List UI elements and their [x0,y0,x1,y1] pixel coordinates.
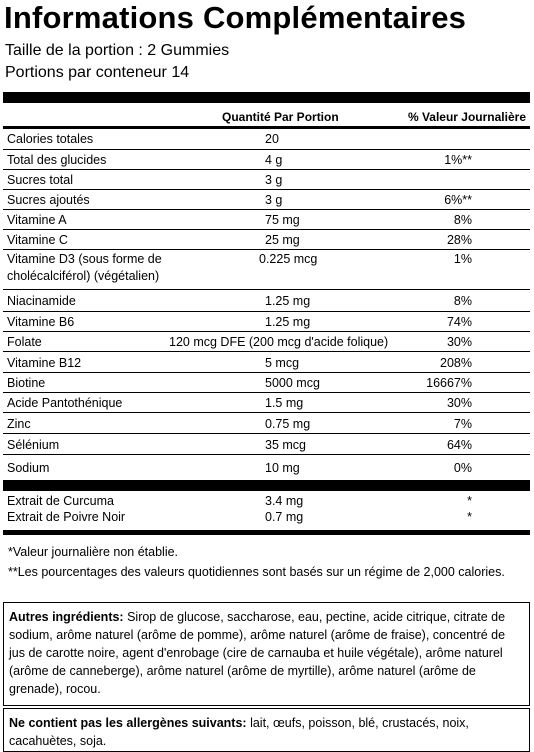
nutrient-daily-value: 8% [453,294,472,308]
panel-title: Informations Complémentaires [4,0,467,35]
nutrient-daily-value: 1%** [444,153,472,167]
nutrient-row [3,351,530,373]
thick-divider-top [3,92,530,103]
other-ingredients-box [3,602,530,706]
serving-size: Taille de la portion : 2 Gummies [5,42,230,59]
nutrient-row [3,209,530,230]
nutrient-daily-value: 1% [453,252,472,266]
nutrient-daily-value: 28% [446,233,472,247]
nutrient-amount: 35 mcg [265,438,306,452]
nutrient-amount: 4 g [265,153,283,167]
thick-divider-mid [3,480,530,491]
nutrient-name: Vitamine D3 (sous forme de [7,252,162,266]
extract-row [3,493,530,509]
nutrient-name: Vitamine B6 [7,315,75,329]
nutrient-amount: 10 mg [265,461,300,475]
extract-name: Extrait de Poivre Noir [7,510,126,524]
nutrient-daily-value: 30% [446,396,472,410]
nutrient-row [3,229,530,250]
nutrient-row [3,311,530,332]
nutrient-name: Vitamine B12 [7,356,82,370]
nutrient-name: Niacinamide [7,294,76,308]
allergens-list: lait, œufs, poisson, blé, crustacés, noix, cacahuètes, soja. [9,716,469,748]
nutrient-row [3,372,530,393]
nutrient-row [3,289,530,312]
nutrient-amount: 20 [265,132,279,146]
nutrient-daily-value: 7% [453,417,472,431]
nutrient-row [3,249,530,290]
nutrient-row [3,392,530,413]
nutrient-name: Acide Pantothénique [7,396,123,410]
nutrient-name-line2: cholécalciférol) (végétalien) [7,269,160,283]
thick-divider-bottom [3,530,530,535]
footnote-not-established: *Valeur journalière non établie. [8,545,179,559]
nutrient-row [3,189,530,210]
nutrient-daily-value: 6%** [444,193,472,207]
nutrient-amount: 3 g [265,193,283,207]
nutrient-daily-value: 16667% [426,376,472,390]
nutrient-name: Sucres total [7,173,74,187]
nutrient-name: Zinc [7,417,31,431]
nutrient-daily-value: 208% [440,356,472,370]
nutrient-name: Sélénium [7,438,60,452]
nutrient-amount: 1.25 mg [265,294,311,308]
other-ingredients-label: Autres ingrédients: [9,610,124,624]
nutrient-amount: 0.225 mcg [259,252,318,266]
nutrient-daily-value: 64% [446,438,472,452]
header-daily-value: % Valeur Journalière [407,110,526,124]
nutrient-name: Sodium [7,461,50,475]
nutrient-amount: 75 mg [265,213,300,227]
allergens-box [3,708,530,752]
other-ingredients-text [9,608,524,698]
nutrient-row [3,331,530,352]
nutrient-daily-value: 8% [453,213,472,227]
footnote-daily-values: **Les pourcentages des valeurs quotidiennes sont basés sur un régime de 2,000 calories. [8,565,505,579]
nutrient-daily-value: 74% [446,315,472,329]
nutrient-daily-value: 0% [453,461,472,475]
nutrient-amount: 120 mcg DFE (200 mcg d'acide folique) [169,335,389,349]
nutrient-name: Folate [7,335,42,349]
nutrient-amount: 1.5 mg [265,396,304,410]
nutrient-amount: 3 g [265,173,283,187]
nutrient-name: Biotine [7,376,46,390]
nutrient-name: Vitamine C [7,233,68,247]
nutrient-name: Calories totales [7,132,94,146]
other-ingredients-list: Sirop de glucose, saccharose, eau, pectine, acide citrique, citrate de sodium, arôme naturel (arôme de pomme), arôme naturel (arôme de fraise), concentré de jus de carotte noire, agent d'enrobage (cire de carnauba et huile végétale), arôme naturel (arôme de canneberge), arôme naturel (arôme de myrtille), arôme naturel (arôme de grenade), rocou. [9,610,506,696]
nutrient-amount: 0.75 mg [265,417,311,431]
allergens-label: Ne contient pas les allergènes suivants: [9,716,247,730]
extract-amount: 0.7 mg [265,510,304,524]
extract-row [3,509,530,525]
servings-per-container: Portions par conteneur 14 [5,64,190,81]
header-amount: Quantité Par Portion [222,110,339,124]
nutrient-name: Sucres ajoutés [7,193,90,207]
nutrient-row [3,433,530,455]
nutrient-amount: 5000 mcg [265,376,320,390]
nutrient-row [3,169,530,190]
extract-name: Extrait de Curcuma [7,494,114,508]
nutrient-amount: 5 mcg [265,356,300,370]
allergens-text [9,714,524,750]
nutrient-amount: 25 mg [265,233,300,247]
extract-amount: 3.4 mg [265,494,304,508]
nutrient-row [3,412,530,434]
nutrient-row [3,129,530,149]
nutrient-daily-value: 30% [446,335,472,349]
nutrient-name: Vitamine A [7,213,67,227]
nutrient-amount: 1.25 mg [265,315,311,329]
nutrient-row [3,454,530,481]
nutrient-name: Total des glucides [7,153,107,167]
nutrient-row [3,149,530,170]
extract-daily-value: * [467,510,472,524]
extract-daily-value: * [467,494,472,508]
